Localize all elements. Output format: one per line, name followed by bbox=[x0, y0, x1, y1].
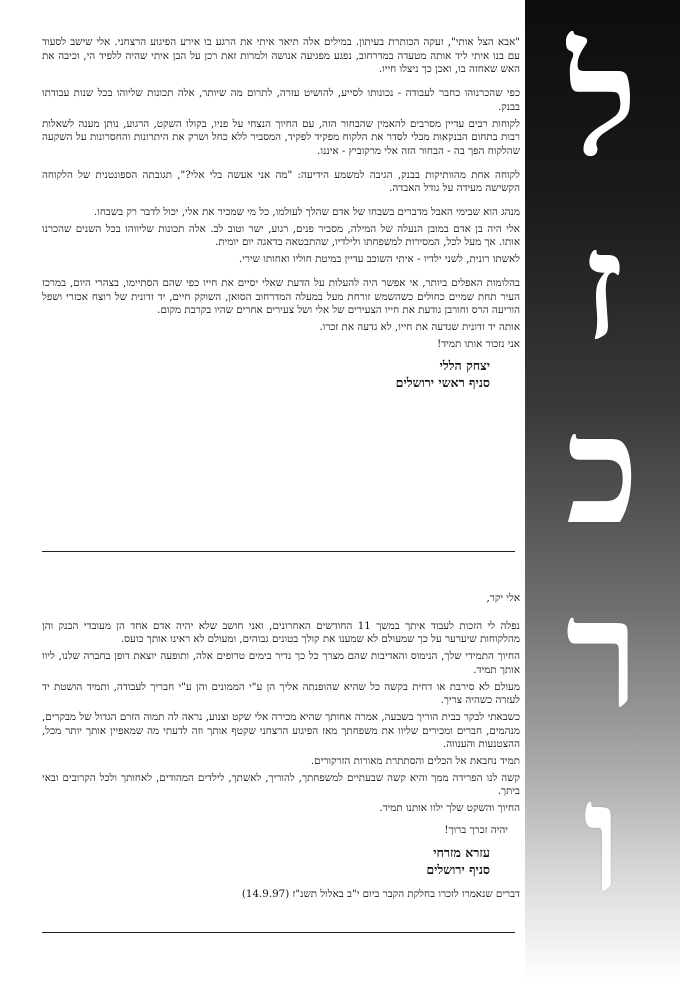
memorial-name-letters bbox=[525, 10, 680, 930]
second-eulogy-letter bbox=[42, 592, 520, 901]
signature-branch: סניף ראשי ירושלים bbox=[395, 375, 490, 391]
signature-name: עזרא מזרחי bbox=[433, 844, 490, 860]
signature-name: יצחק הללי bbox=[439, 358, 490, 374]
paragraph: אותה יד זדונית שגדעה את חייו, לא גדעה את זכרו. bbox=[319, 320, 520, 333]
paragraph: מעולם לא סירבת או דחית בקשה כל שהיא שהופנתה אליך הן ע"י הממונים והן ע"י חבריך לעבודה, ותמיד הושטת יד לעזרה כשהיה צריך. bbox=[42, 680, 520, 707]
name-letter: ו bbox=[583, 750, 622, 926]
salutation: אלי יקר, bbox=[486, 592, 520, 604]
name-letter: ר bbox=[565, 566, 640, 742]
paragraph: כשבאתי לבקר בבית הוריך בשבעה, אמרה אחותך שהיא מכירה אלי שקט וצנוע, נראה לה תמוה הזרם הגדול של מבקרים, מנהמים, חברים ומכירים שליוו את משפחתך מאז הפיגוע הרצחני שקטף אותך וזה לדעתי מה שמאפיין אותך יותר מכל, ההצטנעות והענווה. bbox=[42, 710, 520, 751]
memorial-wish: יהיה זכרך ברוך! bbox=[444, 823, 508, 836]
paragraph: נפלה לי הזכות לעבוד איתך במשך 11 החודשים האחרונים, ואני חושב שלא יהיה אדם אחד הן מעובדי הבנק והן מהלקוחות שיערער על כך שמעולם לא שמענו את קולך בטונים גבוהים, ומעולם לא ראינו אותך כועס. bbox=[42, 619, 520, 646]
footnote: דברים שנאמרו לזכרו בחלקת הקבר ביום י"ב באלול תשנ"ז (14.9.97) bbox=[241, 887, 520, 900]
name-letter: ל bbox=[567, 14, 638, 190]
paragraph: תמיד נחבאת אל הכלים והסתתרת מאורות הזרקורים. bbox=[310, 755, 520, 768]
paragraph: לקוחות רבים עדיין מסרבים להאמין שהבחור הזה, עם החיוך הנצחי על פניו, בקולו השקט, הרגוע, נותן מענה לשאלות רבות בתחום הבנקאות מבלי לסדר את הלקוח מפקיד לפקיד, המסביר ללא כחל ושרק את היתרונות והחסרונות על השקעה שהלקוח הפך בה - הבחור הזה אלי מרקוביץ - איננו. bbox=[42, 117, 520, 157]
signature-branch: סניף ירושלים bbox=[426, 861, 490, 877]
name-letter: ז bbox=[581, 198, 624, 374]
paragraph: אלי היה בן אדם במובן הנעלה של המילה, מסביר פנים, רגוע, ישר וטוב לב. אלה תכונות שליווהו בכל השנים שהכרנו אותו. אך מעל לכל, המסירות למשפחתו ולילדיו, שהתבטאה בדאגה יום יומית. bbox=[42, 222, 520, 249]
paragraph: "אבא הצל אותי", זעקה הכותרת בעיתון. במילים אלה תיאר איתי את הרגע בו אירע הפיגוע הרצחני. אלי שישב לסעוד עם בנו איתי ליד אותה מטעדה במדרחוב, נפגע מפגיעה אנושה ולמרות זאת רכן על הבן איתי שהיה ללפיד הי, וכיבה את האש שאחזה בו, ואכן כך ניצלו חייו. bbox=[42, 36, 520, 76]
paragraph: החיוך והשקט שלך ילוו אותנו תמיד. bbox=[379, 802, 520, 815]
paragraph: לקוחה אחת מהוותיקות בבנק, הגיבה למשמע הידיעה: "מה אני אעשה בלי אלי?", תגובתה הספונטנית של הלקוחה הקשישה מעידה על גודל האבדה. bbox=[42, 168, 520, 195]
section-divider bbox=[42, 551, 515, 552]
paragraph: כפי שהכרנוהו כחבר לעבודה - נכונותו לסייע, להושיט עזרה, לתרום מה שיותר, אלה תכונות שליוהו בכל שנות עבודתו בבנק. bbox=[42, 87, 520, 113]
paragraph: לאשתו רונית, לשני ילדיו - איתי השוכב עדיין במיטת חוליו ואחותו שירי. bbox=[238, 253, 520, 266]
paragraph: קשה לנו הפרידה ממך והיא קשה שבעתיים למשפחתך, להוריך, לאשתך, לילדים המהודים, לאחותך ולכל הקרובים ובאי ביתך. bbox=[42, 771, 520, 798]
paragraph: אני נזכור אותו תמיד! bbox=[437, 337, 520, 350]
paragraph: מנהג הוא שבימי האבל מדברים בשבחו של אדם שהלך לעולמו, כל מי שמכיר את אלי, יכול לדבר רק בשבחו. bbox=[93, 206, 520, 219]
paragraph: בהלומות האפלים ביותר, אי אפשר היה להעלות על הדעת שאלי יסיים את חייו כפי שהם הסתיימו, בצהרי היום, במרכז העיר תחת שמיים כחולים כשהשמש זורחת מעל במעלה המדרחוב הסואן, השוקק חיים, יד זדונית של רוצח אכזרי ושפל הוריעה הרס וחורבן גודעת את חייו הצעירים של אלי ושל צעירים אחרים שהיו בקרבת מקום. bbox=[42, 276, 520, 317]
bottom-divider bbox=[42, 932, 515, 933]
memorial-name-sidebar bbox=[525, 0, 680, 981]
first-eulogy-letter bbox=[42, 36, 520, 391]
name-letter: כ bbox=[565, 382, 640, 558]
paragraph: החיוך התמידי שלך, הנימוס והאדיבות שהם מצרך כל כך נדיר בימים טרופים אלה, ותופעה יוצאת דופן בחברה שלנו, ליוו אותך תמיד. bbox=[42, 650, 520, 676]
